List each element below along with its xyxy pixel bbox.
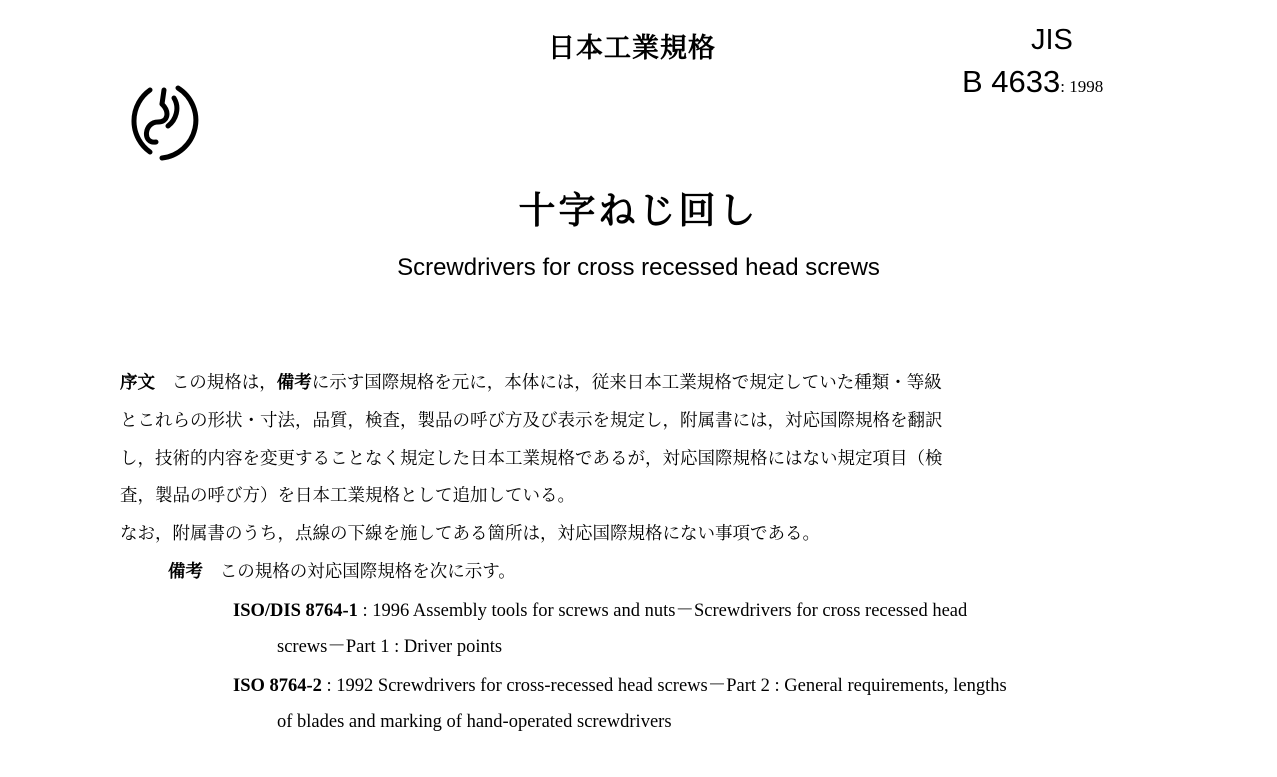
jis-mark-logo bbox=[120, 78, 208, 162]
standard-2-id: ISO 8764-2 bbox=[233, 676, 322, 696]
preface-line-1-a: この規格は， bbox=[171, 373, 277, 393]
jis-label: JIS bbox=[1031, 24, 1073, 56]
preface-line-3: し，技術的内容を変更することなく規定した日本工業規格であるが，対応国際規格にはない規定項目（検 bbox=[120, 449, 943, 469]
standard-1-line-1 bbox=[233, 600, 967, 622]
document-title-en: Screwdrivers for cross recessed head screws bbox=[397, 254, 880, 281]
preface-remarks-ref: 備考 bbox=[276, 373, 312, 393]
preface-line-2: とこれらの形状・寸法，品質，検査，製品の呼び方及び表示を規定し，附属書には，対応国際規格を翻訳 bbox=[120, 411, 943, 431]
preface-line-1-b: に示す国際規格を元に，本体には，従来日本工業規格で規定していた種類・等級 bbox=[311, 373, 942, 393]
preface-line-1 bbox=[120, 372, 942, 394]
header-org-name: 日本工業規格 bbox=[548, 33, 716, 64]
jis-standard-number bbox=[962, 64, 1103, 100]
standard-1-id: ISO/DIS 8764-1 bbox=[233, 601, 358, 621]
standard-2-line-2: of blades and marking of hand-operated screwdrivers bbox=[277, 712, 672, 732]
preface-label: 序文 bbox=[120, 373, 155, 393]
remarks-intro-text: この規格の対応国際規格を次に示す。 bbox=[219, 562, 516, 582]
jis-year: : 1998 bbox=[1060, 77, 1104, 96]
remarks-label: 備考 bbox=[168, 562, 203, 582]
standard-2-text: : 1992 Screwdrivers for cross-recessed head screws－Part 2 : General requirements, lengths bbox=[321, 676, 1007, 696]
standard-2-line-1 bbox=[233, 675, 1007, 697]
remarks-intro bbox=[168, 561, 516, 583]
preface-line-4: 査，製品の呼び方）を日本工業規格として追加している。 bbox=[120, 486, 575, 506]
standard-1-text: : 1996 Assembly tools for screws and nuts－Screwdrivers for cross recessed head bbox=[357, 601, 968, 621]
jis-number-text: B 4633 bbox=[962, 64, 1061, 99]
preface-note: なお，附属書のうち，点線の下線を施してある箇所は，対応国際規格にない事項である。 bbox=[120, 524, 820, 544]
document-title-jp: 十字ねじ回し bbox=[518, 189, 759, 232]
standard-1-line-2: screws－Part 1 : Driver points bbox=[277, 637, 503, 657]
